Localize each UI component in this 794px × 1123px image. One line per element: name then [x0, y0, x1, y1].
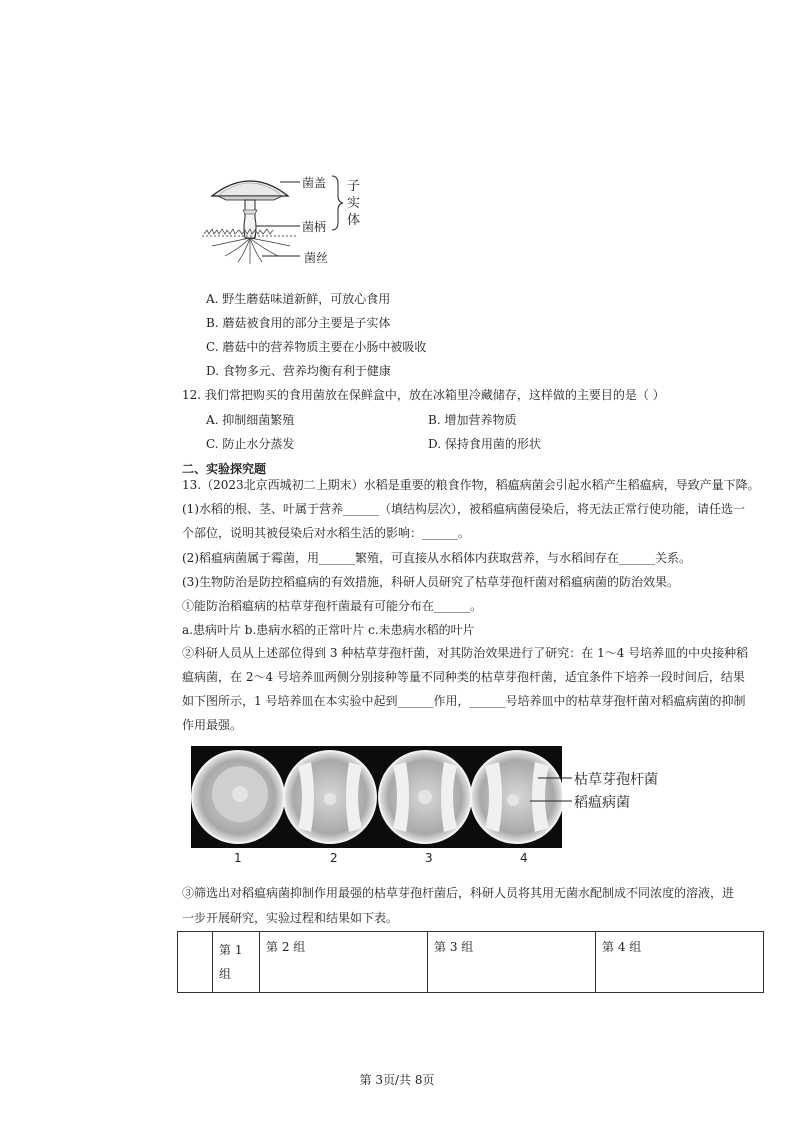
- petri-dish-3: [379, 751, 471, 843]
- label-cap: 菌盖: [302, 176, 327, 190]
- dish-label-pointers: [530, 770, 575, 810]
- petri-dish-photo: [191, 746, 562, 848]
- q12-option-b: B. 增加营养物质: [428, 413, 517, 427]
- table-header-group-4: 第 4 组: [596, 932, 764, 993]
- q13-line: 个部位，说明其被侵染后对水稻生活的影响：______。: [182, 526, 471, 540]
- table-header-group-2: 第 2 组: [260, 932, 428, 993]
- table-header-group-3: 第 3 组: [428, 932, 596, 993]
- dish-number-4: 4: [520, 851, 528, 865]
- page-footer: 第 3页/共 8页: [359, 1073, 435, 1087]
- label-bacillus: 枯草芽孢杆菌: [574, 772, 658, 788]
- q12-option-c: C. 防止水分蒸发: [206, 437, 295, 451]
- label-fruiting-body: 子实体: [347, 179, 361, 228]
- label-stalk: 菌柄: [302, 220, 327, 234]
- q12-option-d: D. 保持食用菌的形状: [428, 437, 541, 451]
- petri-dish-2: [284, 751, 376, 843]
- q13-line: (2)稻瘟病菌属于霉菌，用______繁殖，可直接从水稻体内获取营养，与水稻间存在______关系。: [182, 551, 692, 565]
- label-hyphae: 菌丝: [304, 251, 329, 265]
- q11-option-a: A. 野生蘑菇味道新鲜，可放心食用: [206, 292, 391, 306]
- q13-line: (3)生物防治是防控稻瘟病的有效措施，科研人员研究了枯草芽孢杆菌对稻瘟病菌的防治效果。: [182, 575, 680, 589]
- q12-option-a: A. 抑制细菌繁殖: [206, 413, 295, 427]
- q13-line: 瘟病菌，在 2～4 号培养皿两侧分别接种等量不同种类的枯草芽孢杆菌，适宜条件下培养一段时间后，结果: [182, 670, 745, 684]
- dish-number-2: 2: [330, 851, 338, 865]
- q13-line: ①能防治稻瘟病的枯草芽孢杆菌最有可能分布在______。: [182, 599, 483, 613]
- q13-line: 作用最强。: [182, 718, 243, 732]
- q13-line: ②科研人员从上述部位得到 3 种枯草芽孢杆菌，对其防治效果进行了研究：在 1～4 号培养皿的中央接种稻: [182, 646, 749, 660]
- dish-number-1: 1: [234, 851, 242, 865]
- q13-line: 13.（2023北京西城初二上期末）水稻是重要的粮食作物，稻瘟病菌会引起水稻产生稻瘟病，导致产量下降。: [182, 478, 760, 492]
- q11-option-b: B. 蘑菇被食用的部分主要是子实体: [206, 316, 391, 330]
- mushroom-diagram: [200, 168, 370, 268]
- q13-part3-line: 一步开展研究，实验过程和结果如下表。: [182, 911, 399, 925]
- label-rice-blast-fungus: 稻瘟病菌: [574, 795, 630, 811]
- petri-dish-1: [192, 751, 284, 843]
- dish-number-3: 3: [425, 851, 433, 865]
- section-title: 二、实验探究题: [182, 462, 267, 476]
- table-header-group-1: 第 1 组: [213, 932, 260, 993]
- q12-stem: 12. 我们常把购买的食用菌放在保鲜盒中，放在冰箱里冷藏储存，这样做的主要目的是（ ）: [182, 388, 665, 402]
- q13-line: (1)水稻的根、茎、叶属于营养______（填结构层次），被稻瘟病菌侵染后，将无法正常行使功能，请任选一: [182, 502, 746, 516]
- q11-option-d: D. 食物多元、营养均衡有利于健康: [206, 364, 391, 378]
- table-header-row: [178, 932, 764, 993]
- q11-option-c: C. 蘑菇中的营养物质主要在小肠中被吸收: [206, 340, 427, 354]
- q13-line: 如下图所示，1 号培养皿在本实验中起到______作用，______号培养皿中的枯草芽孢杆菌对稻瘟病菌的抑制: [182, 694, 746, 708]
- experiment-table: [177, 931, 764, 993]
- q13-line: a.患病叶片 b.患病水稻的正常叶片 c.未患病水稻的叶片: [182, 623, 475, 637]
- table-cell-empty: [178, 932, 213, 993]
- q13-part3-line: ③筛选出对稻瘟病菌抑制作用最强的枯草芽孢杆菌后，科研人员将其用无菌水配制成不同浓度的溶液，进: [182, 886, 735, 900]
